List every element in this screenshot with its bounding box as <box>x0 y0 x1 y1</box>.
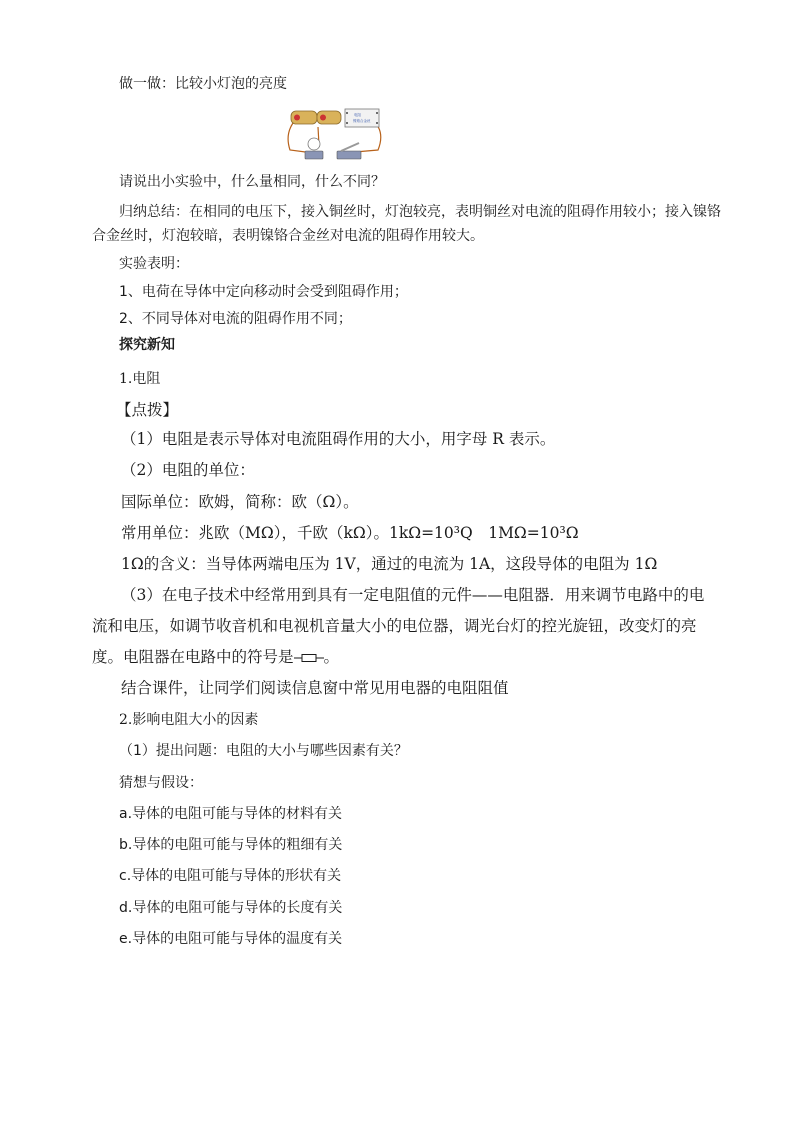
hypothesis-d: d.导体的电阻可能与导体的长度有关 <box>119 900 343 916</box>
wire-right <box>355 125 381 152</box>
terminal-icon <box>376 112 378 114</box>
hypothesis-a: a.导体的电阻可能与导体的材料有关 <box>119 806 343 822</box>
tip-label: 【点拨】 <box>116 401 179 419</box>
experiment-figure <box>285 105 385 165</box>
conclusion-item-2: 2、不同导体对电流的阻碍作用不同； <box>119 311 352 327</box>
conclusion-item-1: 1、电荷在导体中定向移动时会受到阻碍作用； <box>119 284 408 300</box>
common-units-text: 常用单位：兆欧（MΩ），千欧（kΩ）。1kΩ=10³Q 1MΩ=10³Ω <box>121 524 579 542</box>
resistance-definition: （1）电阻是表示导体对电流阻碍作用的大小，用字母 R 表示。 <box>121 430 556 448</box>
section-heading: 探究新知 <box>119 337 175 353</box>
bulb-icon <box>308 138 320 150</box>
question-heading: （1）提出问题：电阻的大小与哪些因素有关？ <box>119 743 408 759</box>
terminal-icon <box>346 122 348 124</box>
hypothesis-c: c.导体的电阻可能与导体的形状有关 <box>119 868 342 884</box>
battery-terminal-icon <box>320 115 326 121</box>
bulb-base <box>305 151 323 159</box>
activity-title: 做一做：比较小灯泡的亮度 <box>119 76 287 92</box>
question-text: 请说出小实验中，什么量相同，什么不同？ <box>119 174 385 190</box>
subsection-factors-title: 2.影响电阻大小的因素 <box>119 712 259 728</box>
switch-lever <box>341 143 359 151</box>
wire-left <box>288 123 313 153</box>
board-label-1: 电阻 <box>354 113 361 117</box>
switch-base <box>337 151 361 159</box>
subsection-resistance-title: 1.电阻 <box>119 371 161 387</box>
summary-paragraph: 归纳总结：在相同的电压下，接入铜丝时，灯泡较亮，表明铜丝对电流的阻碍作用较小；接入镍铬合金丝时，灯泡较暗，表明镍铬合金丝对电流的阻碍作用较大。 <box>92 204 721 244</box>
hypothesis-label: 猜想与假设： <box>119 775 203 791</box>
terminal-icon <box>346 112 348 114</box>
ohm-meaning-text: 1Ω的含义：当导体两端电压为 1V，通过的电流为 1A，这段导体的电阻为 1Ω <box>121 555 658 573</box>
resistor-paragraph <box>92 580 712 673</box>
courseware-text: 结合课件，让同学们阅读信息窗中常见用电器的电阻阻值 <box>121 679 509 697</box>
si-unit-text: 国际单位：欧姆，简称：欧（Ω）。 <box>121 493 359 511</box>
resistance-board <box>345 109 379 127</box>
resistor-paragraph-text: （3）在电子技术中经常用到具有一定电阻值的元件——电阻器．用来调节电路中的电流和电压，如调节收音机和电视机音量大小的电位器，调光台灯的控光旋钮，改变灯的亮度。电阻器在电路中的符号是 <box>92 586 705 666</box>
battery-terminal-icon <box>294 115 300 121</box>
board-label-2: 镍铬合金丝 <box>353 119 371 123</box>
hypothesis-b: b.导体的电阻可能与导体的粗细有关 <box>119 837 343 853</box>
resistor-paragraph-end: 。 <box>323 648 340 666</box>
hypothesis-e: e.导体的电阻可能与导体的温度有关 <box>119 931 343 947</box>
resistor-symbol-icon <box>294 653 324 663</box>
resistance-unit-heading: （2）电阻的单位： <box>121 461 255 479</box>
terminal-icon <box>376 122 378 124</box>
experiment-shows-label: 实验表明： <box>119 256 189 272</box>
circuit-illustration <box>285 105 385 165</box>
